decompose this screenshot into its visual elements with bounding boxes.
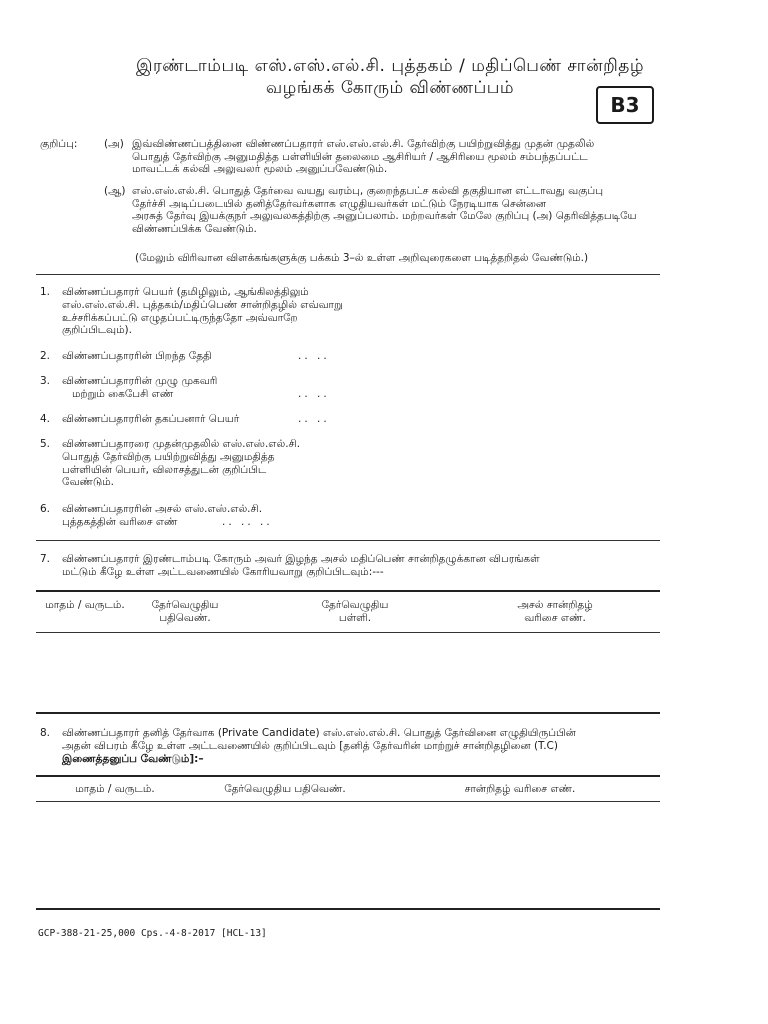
item-3-label [62, 375, 292, 401]
note-b-line: எஸ்.எஸ்.எல்.சி. பொதுத் தேர்வை வயது வரம்பு, குறைந்தபட்ச கல்வி தகுதியான எட்டாவது வகுப்பு [132, 185, 604, 197]
note-a-line: பொதுத் தேர்விற்கு அனுமதித்த பள்ளியின் தலைமை ஆசிரியர் / ஆசிரியை மூலம் சம்பந்தப்பட்ட [132, 150, 588, 163]
item-6-number: 6. [40, 503, 51, 515]
note-a-line: மாவட்டக் கல்வி அலுவலர் மூலம் அனுப்பவேண்டும். [132, 163, 388, 175]
form-title-line1: இரண்டாம்படி எஸ்.எஸ்.எல்.சி. புத்தகம் / மதிப்பெண் சான்றிதழ் [135, 56, 645, 76]
note-b-line: விண்ணப்பிக்க வேண்டும். [132, 222, 257, 235]
header-line: மாதம் / வருடம். [45, 599, 125, 611]
table-7-header-school [280, 599, 430, 624]
item-6-dots: .. .. .. [222, 516, 273, 528]
item-5-number: 5. [40, 438, 51, 450]
header-line: வரிசை எண். [524, 611, 586, 624]
header-line: பதிவெண். [159, 611, 211, 624]
item-1-line: உச்சரிக்கப்பட்டு எழுதப்பட்டிருந்ததோ அவ்வாறே [62, 311, 298, 324]
item-3-line: விண்ணப்பதாரரின் முழு முகவரி [62, 375, 218, 387]
divider [36, 712, 660, 714]
item-8-line: இணைத்தனுப்ப வேண்டும்]:– [62, 752, 204, 765]
table-8-header-serial-no: சான்றிதழ் வரிசை எண். [464, 783, 576, 795]
note-label: குறிப்பு: [40, 138, 78, 150]
note-a-marker: (அ) [104, 138, 124, 150]
header-line: பள்ளி. [338, 611, 372, 624]
divider [36, 274, 660, 275]
item-8-line: அதன் விபரம் கீழே உள்ள அட்டவணையில் குறிப்பிடவும் [தனித் தேர்வரின் மாற்றுச் சான்றிதழினை (T.C) [62, 739, 558, 752]
item-1-label [62, 286, 372, 337]
item-6-label [62, 503, 372, 529]
item-2-dots: .. .. [298, 350, 330, 362]
divider [36, 540, 660, 541]
table-7-header-serial-no [480, 599, 630, 624]
table-7-header-reg-no [130, 599, 240, 624]
item-5-line: பள்ளியின் பெயர், விலாசத்துடன் குறிப்பிட [62, 463, 267, 476]
table-8-header-reg-no: தேர்வெழுதிய பதிவெண். [224, 783, 346, 795]
item-1-number: 1. [40, 286, 51, 298]
table-7-header-month-year [40, 599, 130, 612]
item-5-label [62, 438, 372, 489]
note-a-line: இவ்விண்ணப்பத்தினை விண்ணப்பதாரர் எஸ்.எஸ்.எல்.சி. தேர்விற்கு பயிற்றுவித்து முதன் முதலில் [132, 138, 595, 150]
table-7-header-rule [36, 632, 660, 633]
header-line: தேர்வெழுதிய [321, 599, 389, 611]
print-code-footer: GCP-388-21-25,000 Cps.-4-8-2017 [HCL-13] [38, 928, 267, 939]
item-1-line: குறிப்பிடவும்). [62, 324, 132, 337]
form-title-line2: வழங்கக் கோரும் விண்ணப்பம் [265, 78, 515, 98]
item-3-line: மற்றும் கைபேசி எண் [72, 387, 174, 400]
item-5-line: பொதுத் தேர்விற்கு பயிற்றுவித்து அனுமதித்த [62, 450, 275, 463]
item-6-line: விண்ணப்பதாரரின் அசல் எஸ்.எஸ்.எல்.சி. [62, 503, 263, 515]
header-line: தேர்வெழுதிய [151, 599, 219, 611]
table-8-header-month-year: மாதம் / வருடம். [75, 783, 155, 795]
table-8-header-rule [36, 801, 660, 802]
item-8-line: விண்ணப்பதாரர் தனித் தேர்வாக (Private Candidate) எஸ்.எஸ்.எல்.சி. பொதுத் தேர்வினை எழுதியிருப்பின் [62, 727, 576, 739]
item-8-number: 8. [40, 727, 51, 739]
header-line: அசல் சான்றிதழ் [517, 599, 593, 611]
item-2-number: 2. [40, 350, 51, 362]
note-a-text [132, 138, 672, 176]
item-6-line: புத்தகத்தின் வரிசை எண் [62, 515, 178, 528]
item-1-line: விண்ணப்பதாரர் பெயர் (தமிழிலும், ஆங்கிலத்திலும் [62, 286, 309, 298]
item-3-number: 3. [40, 375, 51, 387]
item-5-line: வேண்டும். [62, 476, 115, 489]
item-3-dots: .. .. [298, 388, 330, 400]
divider [36, 908, 660, 910]
item-5-line: விண்ணப்பதாரரை முதன்முதலில் எஸ்.எஸ்.எல்.சி. [62, 438, 301, 450]
note-b-text [132, 185, 672, 235]
item-7-line: விண்ணப்பதாரர் இரண்டாம்படி கோரும் அவர் இழந்த அசல் மதிப்பெண் சான்றிதழுக்கான விபரங்கள் [62, 553, 540, 565]
table-8-top-rule [36, 775, 660, 777]
form-code-box: B3 [596, 86, 654, 124]
item-4-label: விண்ணப்பதாரரின் தகப்பனார் பெயர் [62, 413, 240, 425]
item-7-line: மட்டும் கீழே உள்ள அட்டவணையில் கோரியவாறு குறிப்பிடவும்:--- [62, 565, 384, 578]
item-4-dots: .. .. [298, 413, 330, 425]
item-1-line: எஸ்.எஸ்.எல்.சி. புத்தகம்/மதிப்பெண் சான்றிதழில் எவ்வாறு [62, 298, 343, 311]
item-4-number: 4. [40, 413, 51, 425]
item-2-label: விண்ணப்பதாரரின் பிறந்த தேதி [62, 350, 212, 362]
item-7-number: 7. [40, 553, 51, 565]
note-b-line: தேர்ச்சி அடிப்படையில் தனித்தேர்வர்களாக எழுதியவர்கள் மட்டும் நேரடியாக சென்னை [132, 197, 547, 210]
item-8-label [62, 727, 662, 765]
table-7-top-rule [36, 590, 660, 592]
note-b-marker: (ஆ) [104, 185, 126, 197]
note-b-line: அரசுத் தேர்வு இயக்குநர் அலுவலகத்திற்கு அனுப்பலாம். மற்றவர்கள் மேலே குறிப்பு (அ) தெரிவித்தபடியே [132, 210, 637, 222]
note-footnote: (மேலும் விரிவான விளக்கங்களுக்கு பக்கம் 3–ல் உள்ள அறிவுரைகளை படித்தறிதல் வேண்டும்.) [135, 252, 589, 264]
item-7-label [62, 553, 662, 579]
